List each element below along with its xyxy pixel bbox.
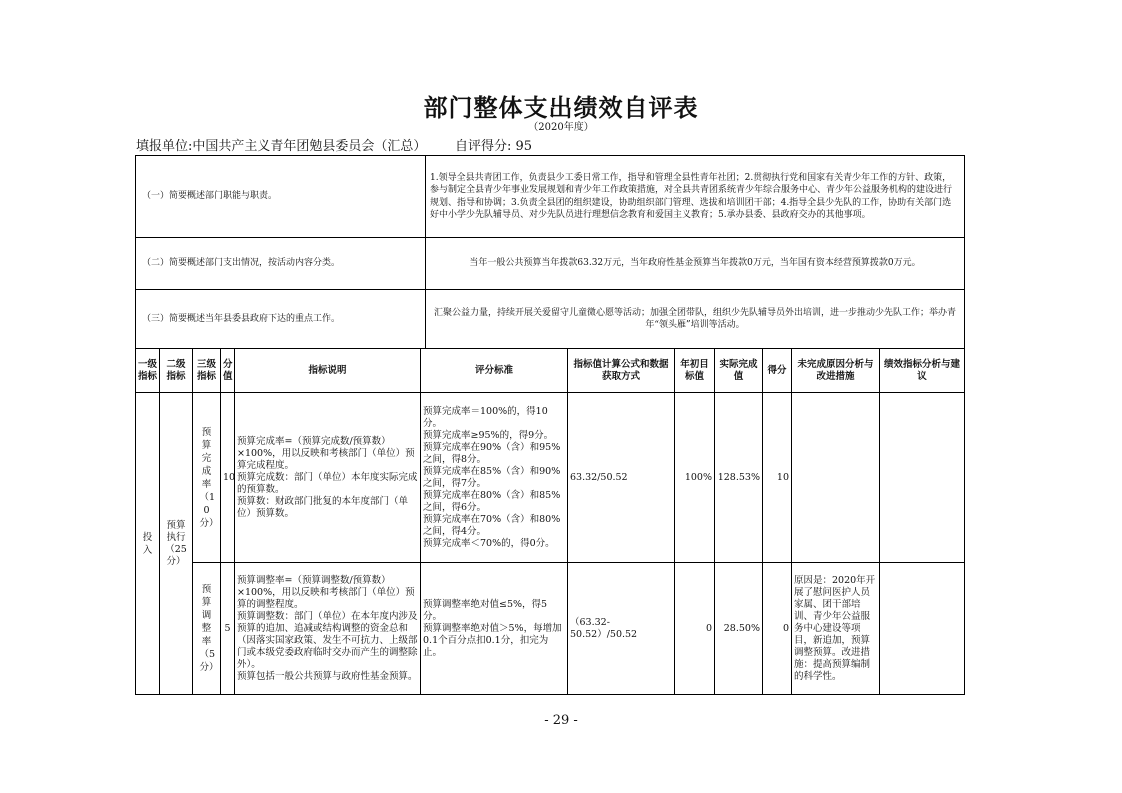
points-cell: 5 — [221, 563, 235, 695]
overview-content: 1.领导全县共青团工作，负责县少工委日常工作，指导和管理全县性青年社团；2.贯彻执行党和国家有关青少年工作的方针、政策，参与制定全县青少年事业发展规划和青少年工作政策措施，对全县共青团系统青少年综合服务中心、青少年公益服务机构的建设进行规划、指导和协调；3.负责全县团的组织建设，协助组织部门管理、选拔和培训团干部；4.指导全县少先队的工作，协助有关部门选好中小学少先队辅导员、对少先队员进行理想信念教育和爱国主义教育；5.承办县委、县政府交办的其他事项。 — [426, 156, 965, 238]
score-cell: 0 — [763, 563, 792, 695]
score-cell: 10 — [763, 393, 792, 563]
target-cell: 0 — [675, 563, 715, 695]
level1-text: 投入 — [142, 531, 153, 556]
header-criteria: 评分标准 — [421, 349, 568, 393]
level1-cell — [136, 393, 160, 695]
criteria-line: 预算完成率在70%（含）和80%之间，得4分。 — [423, 513, 561, 537]
advice-cell — [880, 563, 965, 695]
header-level2: 二级指标 — [160, 349, 193, 393]
overview-table — [135, 155, 965, 349]
header-formula: 指标值计算公式和数据获取方式 — [568, 349, 675, 393]
description-line: 预算完成数：部门（单位）本年度实际完成的预算数。 — [237, 471, 418, 495]
points-cell: 10 — [221, 393, 235, 563]
actual-cell: 128.53% — [715, 393, 763, 563]
overview-row — [136, 156, 965, 238]
header-advice: 绩效指标分析与建议 — [880, 349, 965, 393]
reason-cell — [792, 393, 880, 563]
criteria-line: 预算完成率≥95%的，得9分。 — [423, 429, 554, 441]
advice-cell — [880, 393, 965, 563]
level3-text: 预算调整率（5分） — [199, 584, 219, 673]
target-cell: 100% — [675, 393, 715, 563]
description-line: 预算完成率=（预算完成数/预算数）×100%，用以反映和考核部门（单位）预算完成程度。 — [237, 435, 415, 471]
level3-cell — [193, 393, 221, 563]
year-subtitle: （2020年度） — [528, 122, 594, 133]
header-score: 得分 — [763, 349, 792, 393]
indicator-table — [135, 348, 965, 695]
formula-cell: 63.32/50.52 — [568, 393, 675, 563]
criteria-line: 预算完成率在85%（含）和90%之间，得7分。 — [423, 465, 561, 489]
header-points: 分值 — [221, 349, 235, 393]
level3-text: 预算完成率（10分） — [199, 426, 219, 529]
description-line: 预算数：财政部门批复的本年度部门（单位）预算数。 — [237, 495, 409, 519]
criteria-cell — [421, 563, 568, 695]
header-actual: 实际完成值 — [715, 349, 763, 393]
formula-cell: （63.32-50.52）/50.52 — [568, 563, 675, 695]
reporting-unit: 填报单位:中国共产主义青年团勉县委员会（汇总） — [136, 139, 427, 154]
header-reason: 未完成原因分析与改进措施 — [792, 349, 880, 393]
criteria-line: 预算调整率绝对值≤5%，得5分。 — [423, 598, 548, 622]
header-level1: 一级指标 — [136, 349, 160, 393]
self-score: 自评得分: 95 — [455, 139, 533, 154]
page-number: - 29 - — [544, 713, 578, 728]
overview-row — [136, 238, 965, 290]
description-cell — [235, 393, 421, 563]
criteria-line: 预算完成率＜70%的，得0分。 — [423, 537, 555, 549]
header-description: 指标说明 — [235, 349, 421, 393]
table-row — [136, 563, 965, 695]
page-title: 部门整体支出绩效自评表 — [423, 94, 699, 122]
criteria-cell — [421, 393, 568, 563]
overview-label: （三）简要概述当年县委县政府下达的重点工作。 — [136, 290, 426, 349]
criteria-line: 预算调整率绝对值＞5%，每增加0.1个百分点扣0.1分，扣完为止。 — [423, 622, 562, 658]
overview-content: 当年一般公共预算当年拨款63.32万元，当年政府性基金预算当年拨款0万元，当年国有资本经营预算拨款0万元。 — [426, 238, 965, 290]
description-line: 预算包括一般公共预算与政府性基金预算。 — [237, 670, 418, 682]
header-target: 年初目标值 — [675, 349, 715, 393]
header-level3: 三级指标 — [193, 349, 221, 393]
criteria-line: 预算完成率在80%（含）和85%之间，得6分。 — [423, 489, 561, 513]
level2-cell: 预算执行（25分） — [160, 393, 193, 695]
description-line: 预算调整数：部门（单位）在本年度内涉及预算的追加、追减或结构调整的资金总和（因落实国家政策、发生不可抗力、上级部门或本级党委政府临时交办而产生的调整除外）。 — [237, 610, 418, 670]
overview-label: （一）简要概述部门职能与职责。 — [136, 156, 426, 238]
overview-label: （二）简要概述部门支出情况，按活动内容分类。 — [136, 238, 426, 290]
description-cell — [235, 563, 421, 695]
actual-cell: 28.50% — [715, 563, 763, 695]
level3-cell — [193, 563, 221, 695]
description-line: 预算调整率=（预算调整数/预算数）×100%，用以反映和考核部门（单位）预算的调整程度。 — [237, 574, 415, 610]
overview-content: 汇聚公益力量，持续开展关爱留守儿童微心愿等活动；加强全团带队，组织少先队辅导员外出培训，进一步推动少先队工作；举办青年“领头雁”培训等活动。 — [426, 290, 965, 349]
table-row — [136, 393, 965, 563]
reason-cell: 原因是：2020年开展了慰问医护人员家属、团干部培训、青少年公益服务中心建设等项目，新追加，预算调整预算。改进措施：提高预算编制的科学性。 — [792, 563, 880, 695]
header-row — [136, 349, 965, 393]
criteria-line: 预算完成率＝100%的，得10分。 — [423, 405, 548, 429]
criteria-line: 预算完成率在90%（含）和95%之间，得8分。 — [423, 441, 561, 465]
overview-row — [136, 290, 965, 349]
